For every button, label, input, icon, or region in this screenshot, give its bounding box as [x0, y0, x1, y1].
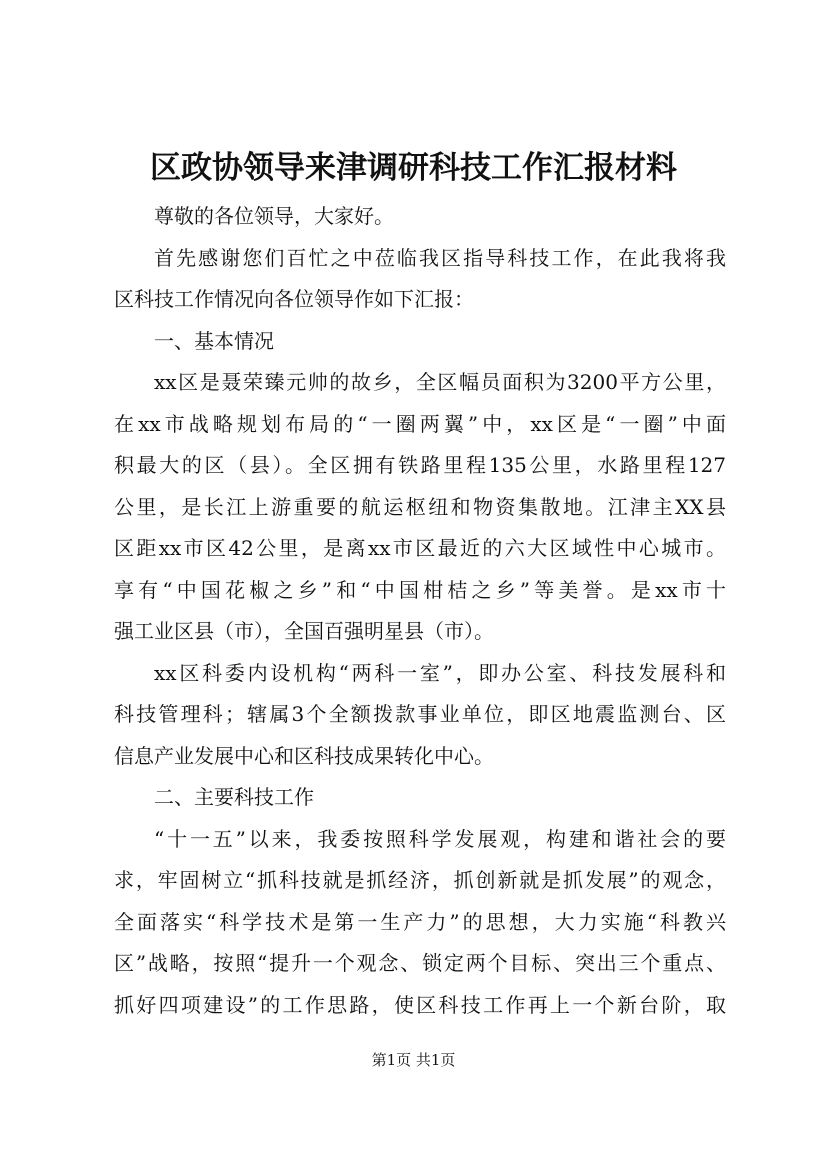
- body-text-line: 尊敬的各位领导，大家好。: [154, 204, 394, 228]
- body-text-line: 区科技工作情况向各位领导作如下汇报：: [114, 287, 474, 311]
- body-text-line: 二、主要科技工作: [154, 785, 314, 809]
- body-text-line: 全面落实“科学技术是第一生产力”的思想，大力实施“科教兴: [114, 909, 726, 934]
- body-text-line: 区距xx市区42公里，是离xx市区最近的六大区域性中心城市。: [114, 536, 726, 560]
- page-footer: 第1页 共1页: [371, 1051, 456, 1069]
- body-text-line: “十一五”以来，我委按照科学发展观，构建和谐社会的要: [154, 826, 726, 851]
- body-text-line: 享有“中国花椒之乡”和“中国柑桔之乡”等美誉。是xx市十: [114, 577, 726, 602]
- body-text-line: 在xx市战略规划布局的“一圈两翼”中，xx区是“一圈”中面: [114, 411, 726, 436]
- body-text-line: xx区科委内设机构“两科一室”，即办公室、科技发展科和: [154, 660, 726, 685]
- body-text-line: 科技管理科；辖属3个全额拨款事业单位，即区地震监测台、区: [114, 702, 726, 726]
- body-text-line: 一、基本情况: [154, 328, 274, 353]
- body-text-line: 抓好四项建设”的工作思路，使区科技工作再上一个新台阶，取: [114, 992, 726, 1017]
- body-text-line: 公里，是长江上游重要的航运枢纽和物资集散地。江津主XX县: [114, 494, 726, 519]
- document-title: 区政协领导来津调研科技工作汇报材料: [150, 150, 677, 186]
- body-text-line: 区”战略，按照“提升一个观念、锁定两个目标、突出三个重点、: [114, 951, 726, 975]
- body-text-line: 积最大的区（县）。全区拥有铁路里程135公里，水路里程127: [114, 453, 726, 477]
- document-body: [114, 196, 726, 1026]
- body-text-line: 求，牢固树立“抓科技就是抓经济，抓创新就是抓发展”的观念，: [114, 868, 726, 892]
- body-text-line: 信息产业发展中心和区科技成果转化中心。: [114, 743, 494, 768]
- body-text-line: xx区是聂荣臻元帅的故乡，全区幅员面积为3200平方公里，: [154, 370, 726, 394]
- body-text-line: 强工业区县（市），全国百强明星县（市）。: [114, 619, 494, 643]
- body-text-line: 首先感谢您们百忙之中莅临我区指导科技工作，在此我将我: [154, 245, 726, 270]
